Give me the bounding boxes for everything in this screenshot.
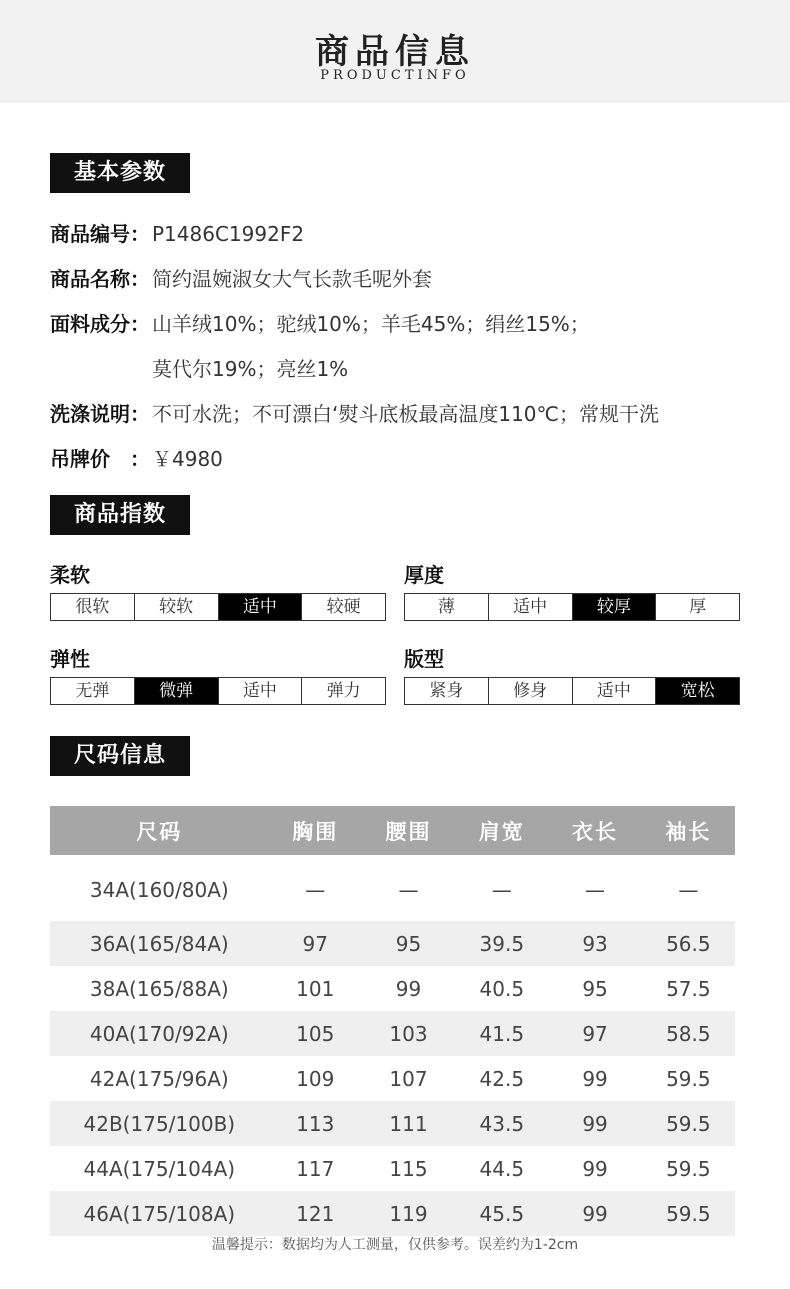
- info-value: 简约温婉淑女大气长款毛呢外套: [152, 267, 432, 291]
- table-cell: 34A(160/80A): [89, 878, 229, 902]
- table-cell: 103: [362, 1011, 455, 1056]
- scale-option: 微弹: [135, 678, 219, 704]
- table-row: [50, 855, 735, 921]
- table-cell: 105: [269, 1011, 362, 1056]
- table-row: [50, 966, 735, 1011]
- table-cell: 97: [548, 1011, 641, 1056]
- table-cell: 57.5: [666, 976, 711, 1001]
- table-cell: 44.5: [479, 1156, 525, 1181]
- table-cell: 59.5: [642, 1191, 735, 1236]
- table-cell: —: [398, 878, 419, 902]
- page-subtitle: PRODUCTINFO: [320, 68, 470, 83]
- table-cell: 115: [389, 1156, 428, 1181]
- table-cell: 42A(175/96A): [89, 1066, 229, 1091]
- scale-option: 宽松: [656, 678, 739, 704]
- info-row-fabric: [50, 309, 590, 339]
- header-cell: 肩宽: [455, 806, 548, 855]
- table-row: [50, 1146, 735, 1191]
- table-cell: 99: [582, 1156, 608, 1181]
- table-cell: 38A(165/88A): [89, 976, 229, 1001]
- table-cell: 40A(170/92A): [50, 1011, 269, 1056]
- index-label-softness: 柔软: [50, 563, 90, 587]
- scale-option: 弹力: [326, 681, 361, 701]
- info-row-washing: [50, 399, 659, 429]
- section-title-size: 尺码信息: [50, 736, 190, 776]
- table-cell: —: [305, 878, 326, 902]
- scale-option: 适中: [573, 678, 657, 704]
- table-cell: —: [585, 878, 606, 902]
- header-cell: 袖长: [642, 806, 735, 855]
- info-value: 山羊绒10%；驼绒10%；羊毛45%；绢丝15%；: [152, 312, 590, 336]
- size-table-header: [50, 806, 735, 855]
- section-title-basic: 基本参数: [50, 153, 190, 193]
- table-cell: 99: [548, 1101, 641, 1146]
- info-label: 洗涤说明：: [50, 402, 150, 426]
- table-row: [50, 921, 735, 966]
- table-cell: 43.5: [455, 1101, 548, 1146]
- scale-option: 很软: [51, 594, 135, 620]
- scale-option: 适中: [489, 594, 573, 620]
- thickness-scale: [404, 593, 740, 621]
- info-row-name: [50, 264, 432, 294]
- scale-option: 薄: [405, 594, 489, 620]
- info-row-code: [50, 219, 304, 249]
- header-cell: 衣长: [548, 806, 641, 855]
- table-row: [50, 1056, 735, 1101]
- page-title: 商品信息: [315, 32, 475, 72]
- table-cell: 109: [296, 1066, 335, 1091]
- scale-option: 适中: [219, 594, 303, 620]
- table-cell: 121: [269, 1191, 362, 1236]
- table-cell: 99: [395, 976, 422, 1001]
- table-cell: 99: [582, 1066, 608, 1091]
- header-cell: 尺码: [50, 806, 269, 855]
- scale-option: 较厚: [573, 594, 657, 620]
- info-label: 商品编号：: [50, 222, 150, 246]
- scale-option: 无弹: [51, 678, 135, 704]
- scale-option: 厚: [689, 597, 707, 617]
- info-value: ￥4980: [152, 447, 223, 471]
- table-cell: 101: [296, 976, 335, 1001]
- fit-scale: [404, 677, 740, 705]
- scale-option: 修身: [489, 678, 573, 704]
- table-cell: —: [491, 878, 512, 902]
- scale-option: 较硬: [326, 597, 361, 617]
- table-cell: 39.5: [455, 921, 548, 966]
- info-value: 不可水洗；不可漂白‘熨斗底板最高温度110℃；常规干洗: [152, 402, 659, 426]
- table-cell: 97: [269, 921, 362, 966]
- table-cell: 44A(175/104A): [83, 1156, 236, 1181]
- table-cell: 113: [269, 1101, 362, 1146]
- table-cell: 36A(165/84A): [50, 921, 269, 966]
- table-cell: 58.5: [642, 1011, 735, 1056]
- table-cell: 99: [548, 1191, 641, 1236]
- info-label: 面料成分：: [50, 312, 150, 336]
- header-cell: 胸围: [269, 806, 362, 855]
- scale-option: 紧身: [405, 678, 489, 704]
- table-row: [50, 1191, 735, 1236]
- table-cell: 46A(175/108A): [50, 1191, 269, 1236]
- info-row-fabric-cont: [50, 354, 348, 384]
- table-cell: 40.5: [479, 976, 525, 1001]
- size-table: [50, 806, 735, 1236]
- measurement-note: 温馨提示：数据均为人工测量，仅供参考。误差约为1-2cm: [211, 1237, 579, 1253]
- table-cell: 111: [362, 1101, 455, 1146]
- info-row-price: [50, 444, 223, 474]
- scale-option: 适中: [219, 678, 303, 704]
- page-header: [0, 0, 790, 103]
- table-cell: 59.5: [642, 1101, 735, 1146]
- info-value: P1486C1992F2: [152, 222, 305, 246]
- table-row: [50, 1101, 735, 1146]
- index-label-elasticity: 弹性: [50, 647, 90, 671]
- table-cell: 59.5: [666, 1156, 711, 1181]
- table-cell: 59.5: [666, 1066, 711, 1091]
- section-title-index: 商品指数: [50, 495, 190, 535]
- elasticity-scale: [50, 677, 386, 705]
- softness-scale: [50, 593, 386, 621]
- index-label-fit: 版型: [404, 647, 444, 671]
- table-cell: 117: [296, 1156, 335, 1181]
- table-cell: 95: [582, 976, 608, 1001]
- table-cell: 119: [362, 1191, 455, 1236]
- table-cell: 95: [362, 921, 455, 966]
- index-label-thickness: 厚度: [404, 563, 444, 587]
- info-label: 吊牌价 ：: [50, 447, 150, 471]
- header-cell: 腰围: [362, 806, 455, 855]
- table-cell: 42.5: [479, 1066, 525, 1091]
- table-cell: 41.5: [455, 1011, 548, 1056]
- table-cell: 45.5: [455, 1191, 548, 1236]
- table-row: [50, 1011, 735, 1056]
- table-cell: 42B(175/100B): [50, 1101, 269, 1146]
- info-value: 莫代尔19%；亮丝1%: [152, 357, 349, 381]
- table-cell: 93: [548, 921, 641, 966]
- table-cell: —: [678, 878, 699, 902]
- info-label: 商品名称：: [50, 267, 150, 291]
- table-cell: 56.5: [642, 921, 735, 966]
- scale-option: 较软: [135, 594, 219, 620]
- table-cell: 107: [389, 1066, 428, 1091]
